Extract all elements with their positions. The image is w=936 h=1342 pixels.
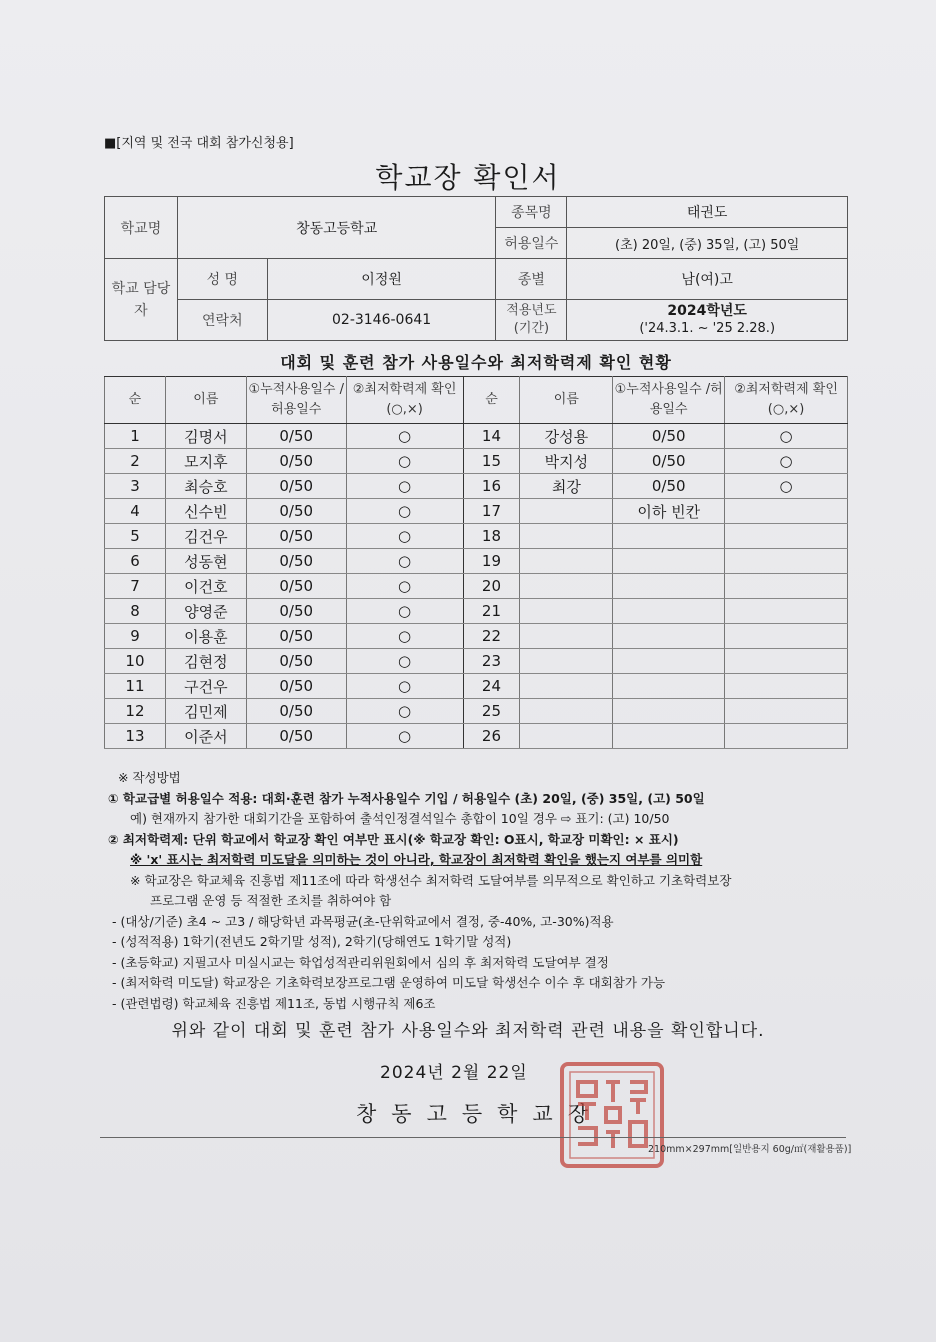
row-no: 9 (105, 624, 166, 649)
row-no: 6 (105, 549, 166, 574)
note-bullet-elementary: - (초등학교) 지필고사 미실시교는 학업성적관리위원회에서 심의 후 최저학력 도달여부 결정 (112, 954, 609, 970)
allow-days-value: (초) 20일, (중) 35일, (고) 50일 (567, 228, 848, 259)
row-name: 김현정 (165, 649, 246, 674)
row-no: 2 (105, 449, 166, 474)
row-no: 25 (463, 699, 520, 724)
row-no: 10 (105, 649, 166, 674)
allow-days-label: 허용일수 (496, 228, 567, 259)
row-name (520, 574, 613, 599)
row-name (520, 549, 613, 574)
note-heading: ※ 작성방법 (118, 770, 181, 785)
principal-signature-line: 창동고등학교장 (356, 1102, 604, 1126)
row-no: 18 (463, 524, 520, 549)
header-no-2: 순 (463, 377, 520, 424)
row-no: 5 (105, 524, 166, 549)
row-days (613, 649, 725, 674)
row-no: 15 (463, 449, 520, 474)
note-bullet-grades: - (성적적용) 1학기(전년도 2학기말 성적), 2학기(당해연도 1학기말 성적) (112, 934, 512, 949)
row-academic-mark: ○ (346, 624, 463, 649)
note-item-2-law: ※ 학교장은 학교체육 진흥법 제11조에 따라 학생선수 최저학력 도달여부를 의무적으로 확인하고 기초학력보장 (130, 872, 732, 888)
row-name: 이용훈 (165, 624, 246, 649)
row-academic-mark: ○ (725, 424, 848, 449)
row-name: 박지성 (520, 449, 613, 474)
contact-value: 02-3146-0641 (267, 300, 496, 341)
header-name: 이름 (165, 377, 246, 424)
row-name (520, 499, 613, 524)
row-no: 8 (105, 599, 166, 624)
row-days (613, 549, 725, 574)
row-academic-mark: ○ (346, 674, 463, 699)
row-days (613, 724, 725, 749)
note-item-2-remark: ※ 'x' 표시는 최저학력 미도달을 의미하는 것이 아니라, 학교장이 최저학력 확인을 했는지 여부를 의미함 (130, 852, 703, 867)
row-no: 12 (105, 699, 166, 724)
note-item-2-law-cont: 프로그램 운영 등 적절한 조치를 취하여야 함 (150, 893, 392, 908)
instructions (108, 768, 868, 1014)
row-no: 4 (105, 499, 166, 524)
row-no: 19 (463, 549, 520, 574)
row-academic-mark (725, 674, 848, 699)
note-bullet-law: - (관련법령) 학교체육 진흥법 제11조, 동법 시행규칙 제6조 (112, 995, 436, 1011)
row-academic-mark: ○ (346, 699, 463, 724)
issue-date: 2024년 2월 22일 (380, 1063, 528, 1083)
row-days: 0/50 (246, 599, 346, 624)
row-name: 양영준 (165, 599, 246, 624)
sport-label: 종목명 (496, 197, 567, 228)
header-name-2: 이름 (520, 377, 613, 424)
table-row (105, 499, 848, 524)
row-days: 0/50 (613, 424, 725, 449)
row-no: 3 (105, 474, 166, 499)
row-name: 구건우 (165, 674, 246, 699)
row-academic-mark: ○ (346, 724, 463, 749)
row-name: 김건우 (165, 524, 246, 549)
table-row (105, 624, 848, 649)
row-name: 신수빈 (165, 499, 246, 524)
row-academic-mark: ○ (346, 599, 463, 624)
row-days: 0/50 (246, 524, 346, 549)
row-days (613, 599, 725, 624)
row-academic-mark (725, 524, 848, 549)
row-name (520, 699, 613, 724)
header-academic-2: ②최저학력제 확인(○,×) (725, 377, 848, 424)
row-name (520, 649, 613, 674)
row-no: 23 (463, 649, 520, 674)
row-no: 17 (463, 499, 520, 524)
row-days: 0/50 (246, 499, 346, 524)
row-name: 이건호 (165, 574, 246, 599)
row-no: 22 (463, 624, 520, 649)
table-row (105, 649, 848, 674)
row-academic-mark (725, 724, 848, 749)
row-name: 이준서 (165, 724, 246, 749)
row-academic-mark (725, 599, 848, 624)
row-name: 강성용 (520, 424, 613, 449)
row-name (520, 524, 613, 549)
row-days: 0/50 (246, 724, 346, 749)
row-days: 0/50 (246, 699, 346, 724)
contact-label: 연락처 (177, 300, 267, 341)
row-academic-mark: ○ (346, 499, 463, 524)
row-academic-mark: ○ (346, 449, 463, 474)
row-academic-mark (725, 624, 848, 649)
row-name (520, 599, 613, 624)
row-days: 0/50 (246, 624, 346, 649)
row-name (520, 624, 613, 649)
table-row (105, 424, 848, 449)
row-days: 0/50 (246, 574, 346, 599)
row-academic-mark (725, 574, 848, 599)
row-no: 20 (463, 574, 520, 599)
row-name: 김민제 (165, 699, 246, 724)
table-row (105, 474, 848, 499)
paper-spec: 210mm×297mm[일반용지 60g/㎡(재활용품)] (648, 1144, 852, 1155)
row-name: 김명서 (165, 424, 246, 449)
row-academic-mark: ○ (346, 649, 463, 674)
row-days: 0/50 (246, 424, 346, 449)
athlete-table (104, 376, 848, 749)
name-value: 이정원 (267, 259, 496, 300)
row-academic-mark: ○ (725, 449, 848, 474)
row-days: 이하 빈칸 (613, 499, 725, 524)
header-academic: ②최저학력제 확인(○,×) (346, 377, 463, 424)
row-no: 1 (105, 424, 166, 449)
document-title: 학교장 확인서 (375, 161, 561, 194)
row-academic-mark: ○ (346, 474, 463, 499)
row-no: 21 (463, 599, 520, 624)
header-days: ①누적사용일수 /허용일수 (246, 377, 346, 424)
table-row (105, 699, 848, 724)
row-academic-mark: ○ (346, 524, 463, 549)
row-academic-mark (725, 549, 848, 574)
row-academic-mark: ○ (346, 574, 463, 599)
school-label: 학교명 (105, 197, 178, 259)
row-academic-mark: ○ (346, 424, 463, 449)
row-name (520, 724, 613, 749)
year-value: 2024학년도 (667, 303, 747, 319)
row-no: 16 (463, 474, 520, 499)
row-days (613, 624, 725, 649)
footer-divider (100, 1137, 846, 1138)
info-table (104, 196, 848, 341)
row-name: 최강 (520, 474, 613, 499)
note-item-2: ② 최저학력제: 단위 학교에서 학교장 확인 여부만 표시(※ 학교장 확인: O표시, 학교장 미확인: × 표시) (108, 831, 679, 847)
row-days: 0/50 (246, 674, 346, 699)
row-days: 0/50 (613, 474, 725, 499)
row-no: 7 (105, 574, 166, 599)
row-name: 최승호 (165, 474, 246, 499)
table-row (105, 449, 848, 474)
row-academic-mark (725, 699, 848, 724)
row-name: 모지후 (165, 449, 246, 474)
row-academic-mark (725, 499, 848, 524)
row-name (520, 674, 613, 699)
table-row (105, 549, 848, 574)
row-no: 14 (463, 424, 520, 449)
row-no: 13 (105, 724, 166, 749)
table-row (105, 574, 848, 599)
gender-value: 남(여)고 (567, 259, 848, 300)
header-days-2: ①누적사용일수 /허용일수 (613, 377, 725, 424)
row-academic-mark: ○ (725, 474, 848, 499)
row-days: 0/50 (613, 449, 725, 474)
row-days: 0/50 (246, 549, 346, 574)
header-no: 순 (105, 377, 166, 424)
row-name: 성동현 (165, 549, 246, 574)
staff-label: 학교 담당자 (105, 259, 178, 341)
row-days (613, 699, 725, 724)
row-days (613, 674, 725, 699)
name-label: 성 명 (177, 259, 267, 300)
row-no: 26 (463, 724, 520, 749)
year-label: 적용년도 (기간) (496, 300, 567, 341)
gender-label: 종별 (496, 259, 567, 300)
table-row (105, 674, 848, 699)
note-item-1-example: 예) 현재까지 참가한 대회기간을 포함하여 출석인정결석일수 총합이 10일 경우 ⇨ 표기: (고) 10/50 (130, 811, 670, 826)
form-usage-tag: ■[지역 및 전국 대회 참가신청용] (104, 136, 294, 151)
note-bullet-target: - (대상/기준) 초4 ~ 고3 / 해당학년 과목평균(초-단위학교에서 결정, 중-40%, 고-30%)적용 (112, 913, 614, 929)
sport-value: 태권도 (567, 197, 848, 228)
row-no: 11 (105, 674, 166, 699)
note-bullet-unmet: - (최저학력 미도달) 학교장은 기초학력보장프로그램 운영하여 미도달 학생선수 이수 후 대회참가 가능 (112, 975, 666, 990)
row-academic-mark: ○ (346, 549, 463, 574)
confirmation-statement: 위와 같이 대회 및 훈련 참가 사용일수와 최저학력 관련 내용을 확인합니다. (171, 1021, 765, 1041)
table-row (105, 524, 848, 549)
year-cell (567, 300, 848, 341)
year-period: ('24.3.1. ~ '25 2.28.) (639, 321, 776, 336)
row-academic-mark (725, 649, 848, 674)
row-days: 0/50 (246, 449, 346, 474)
school-value: 창동고등학교 (177, 197, 496, 259)
note-item-1: ① 학교급별 허용일수 적용: 대회·훈련 참가 누적사용일수 기입 / 허용일수 (초) 20일, (중) 35일, (고) 50일 (108, 790, 705, 806)
row-no: 24 (463, 674, 520, 699)
row-days: 0/50 (246, 474, 346, 499)
row-days (613, 524, 725, 549)
table-row (105, 599, 848, 624)
row-days: 0/50 (246, 649, 346, 674)
table-row (105, 724, 848, 749)
section-title: 대회 및 훈련 참가 사용일수와 최저학력제 확인 현황 (280, 353, 672, 372)
row-days (613, 574, 725, 599)
table-header-row (105, 377, 848, 424)
